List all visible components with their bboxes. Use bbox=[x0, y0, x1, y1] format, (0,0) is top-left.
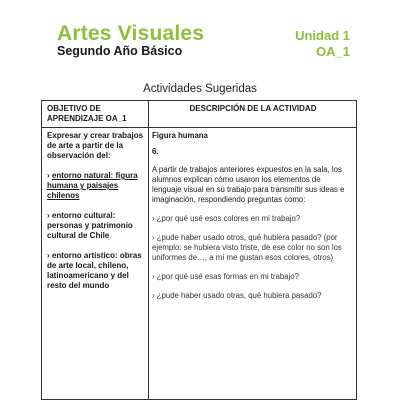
unit-label: Unidad 1 bbox=[295, 28, 350, 43]
activity-number: 6. bbox=[152, 147, 159, 156]
question-item: › ¿pude haber usado otros, qué hubiera pasado? (por ejemplo: se hubiera visto triste, de ese color no son los uniformes de…, a mí me gustan esos colores, otros) bbox=[152, 233, 342, 262]
objective-item-natural bbox=[47, 171, 147, 201]
page-subtitle: Segundo Año Básico bbox=[57, 44, 183, 58]
activity-cell bbox=[152, 131, 352, 310]
question-item: › ¿por qué usé esas formas en mi trabajo? bbox=[152, 272, 299, 281]
question-item: › ¿pude haber usado otras, qué hubiera pasado? bbox=[152, 291, 322, 300]
objective-item-prefix: › bbox=[47, 171, 52, 180]
question-item: › ¿por qué usé esos colores en mi trabajo? bbox=[152, 214, 301, 223]
objective-item-artistic: › entorno artístico: obras de arte local, chileno, latinoamericano y del resto del mundo bbox=[47, 251, 142, 290]
header-divider bbox=[42, 127, 356, 128]
column-divider bbox=[148, 101, 149, 399]
activity-description: A partir de trabajos anteriores expuestos en la sala, los alumnos explican cómo usaron los elementos de lenguaje visual en su trabajo para transmitir sus ideas e imaginación, respondiendo preguntas como: bbox=[152, 165, 345, 204]
col1-header: OBJETIVO DE APRENDIZAJE OA_1 bbox=[47, 104, 127, 123]
activity-table bbox=[41, 100, 357, 400]
objective-item-cultural: › entorno cultural: personas y patrimonio cultural de Chile bbox=[47, 211, 133, 240]
page-title: Artes Visuales bbox=[57, 22, 205, 45]
objective-intro: Expresar y crear trabajos de arte a partir de la observación del: bbox=[47, 131, 144, 160]
objective-cell bbox=[47, 131, 147, 301]
oa-label: OA_1 bbox=[316, 44, 350, 59]
section-title: Actividades Sugeridas bbox=[143, 83, 257, 95]
col2-header: DESCRIPCIÓN DE LA ACTIVIDAD bbox=[189, 104, 317, 113]
activity-title: Figura humana bbox=[152, 131, 208, 140]
objective-link-natural[interactable]: entorno natural: figura humana y paisajes chilenos bbox=[47, 171, 138, 200]
